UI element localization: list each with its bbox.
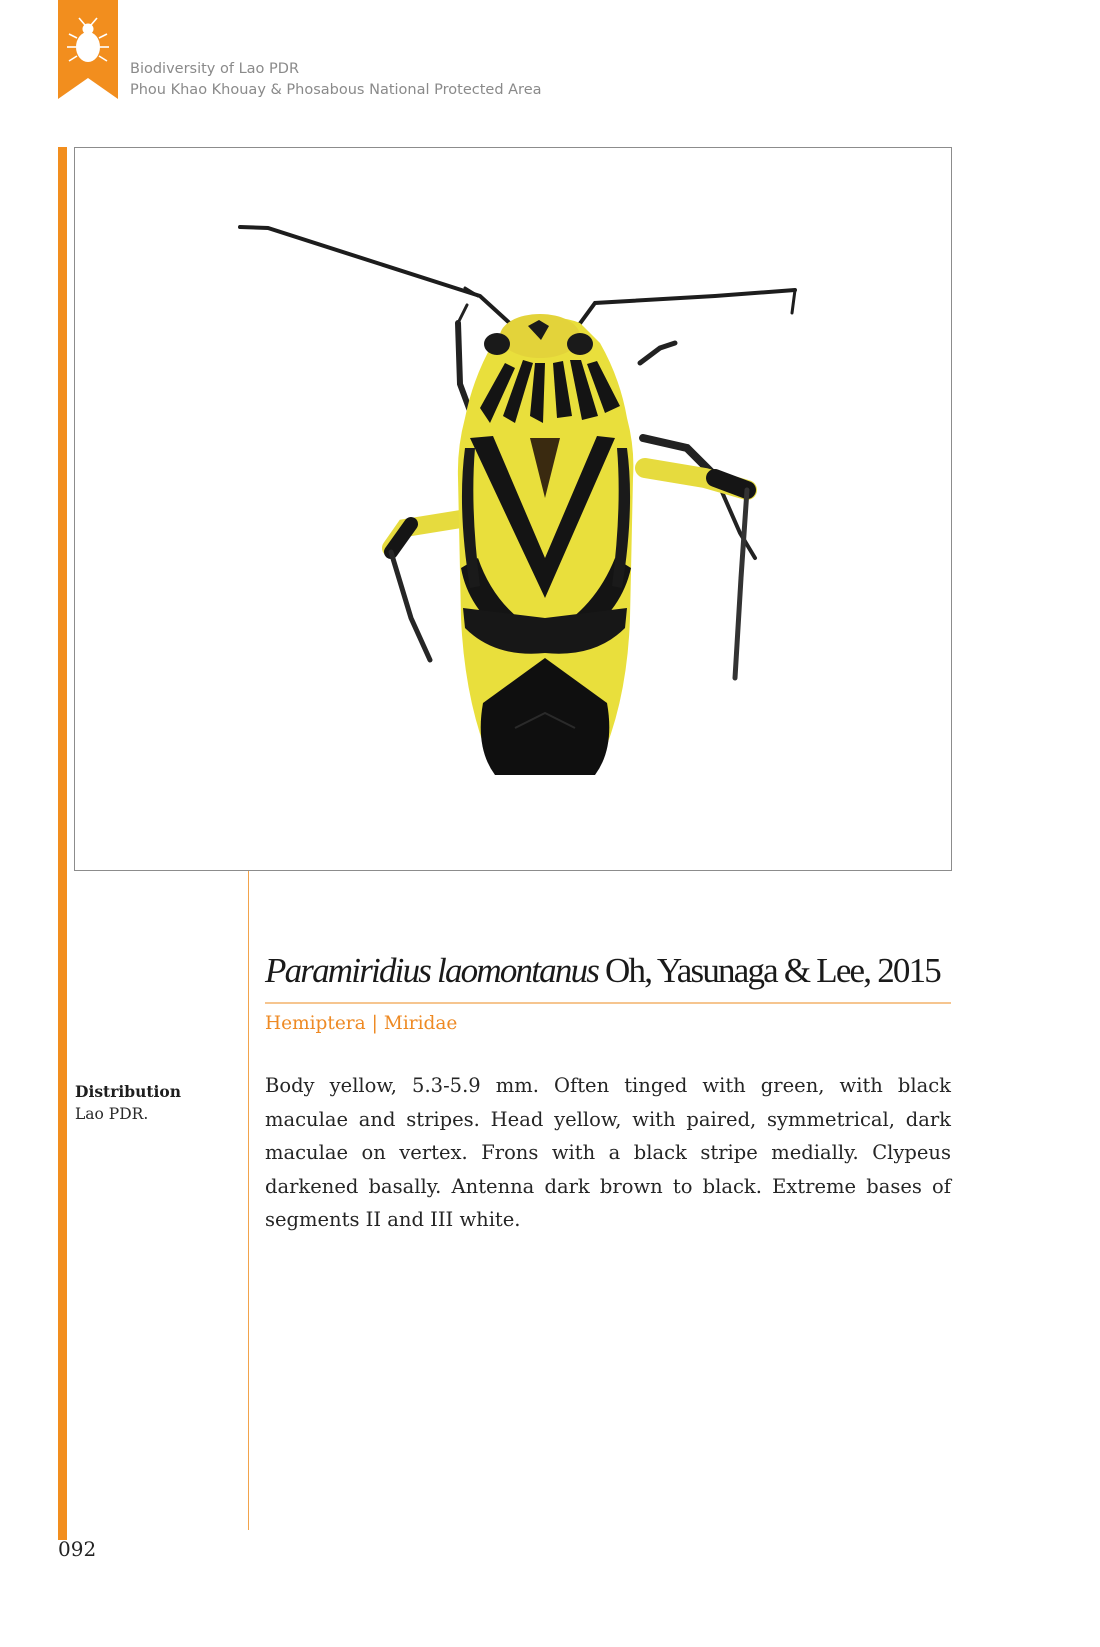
title-rule [265, 1002, 951, 1004]
taxonomy-line [265, 1011, 457, 1037]
taxon-separator: | [371, 1013, 378, 1034]
header-title: Biodiversity of Lao PDR [130, 61, 300, 77]
accent-bar [58, 147, 67, 1540]
running-header [130, 59, 542, 101]
species-title [265, 950, 965, 992]
insect-illustration [75, 148, 951, 870]
taxon-family: Miridae [383, 1013, 458, 1034]
page-number: 092 [58, 1537, 97, 1561]
distribution-label: Distribution [75, 1082, 182, 1101]
specimen-photo [74, 147, 952, 871]
species-authority: Oh, Yasunaga & Lee, 2015 [605, 951, 940, 990]
header-ribbon [58, 0, 118, 99]
distribution-value: Lao PDR. [75, 1105, 149, 1123]
species-name: Paramiridius laomontanus [265, 951, 599, 990]
taxon-order: Hemiptera [265, 1013, 366, 1034]
species-description: Body yellow, 5.3-5.9 mm. Often tinged with green, with black maculae and stripes. Head yellow, with paired, symmetrical, dark maculae on vertex. Frons with a black stripe medially. Clypeus darkened basally. Antenna dark brown to black. Extreme bases of segments II and III white. [265, 1074, 951, 1231]
header-subtitle: Phou Khao Khouay & Phosabous National Protected Area [130, 82, 542, 98]
column-divider [248, 871, 249, 1530]
